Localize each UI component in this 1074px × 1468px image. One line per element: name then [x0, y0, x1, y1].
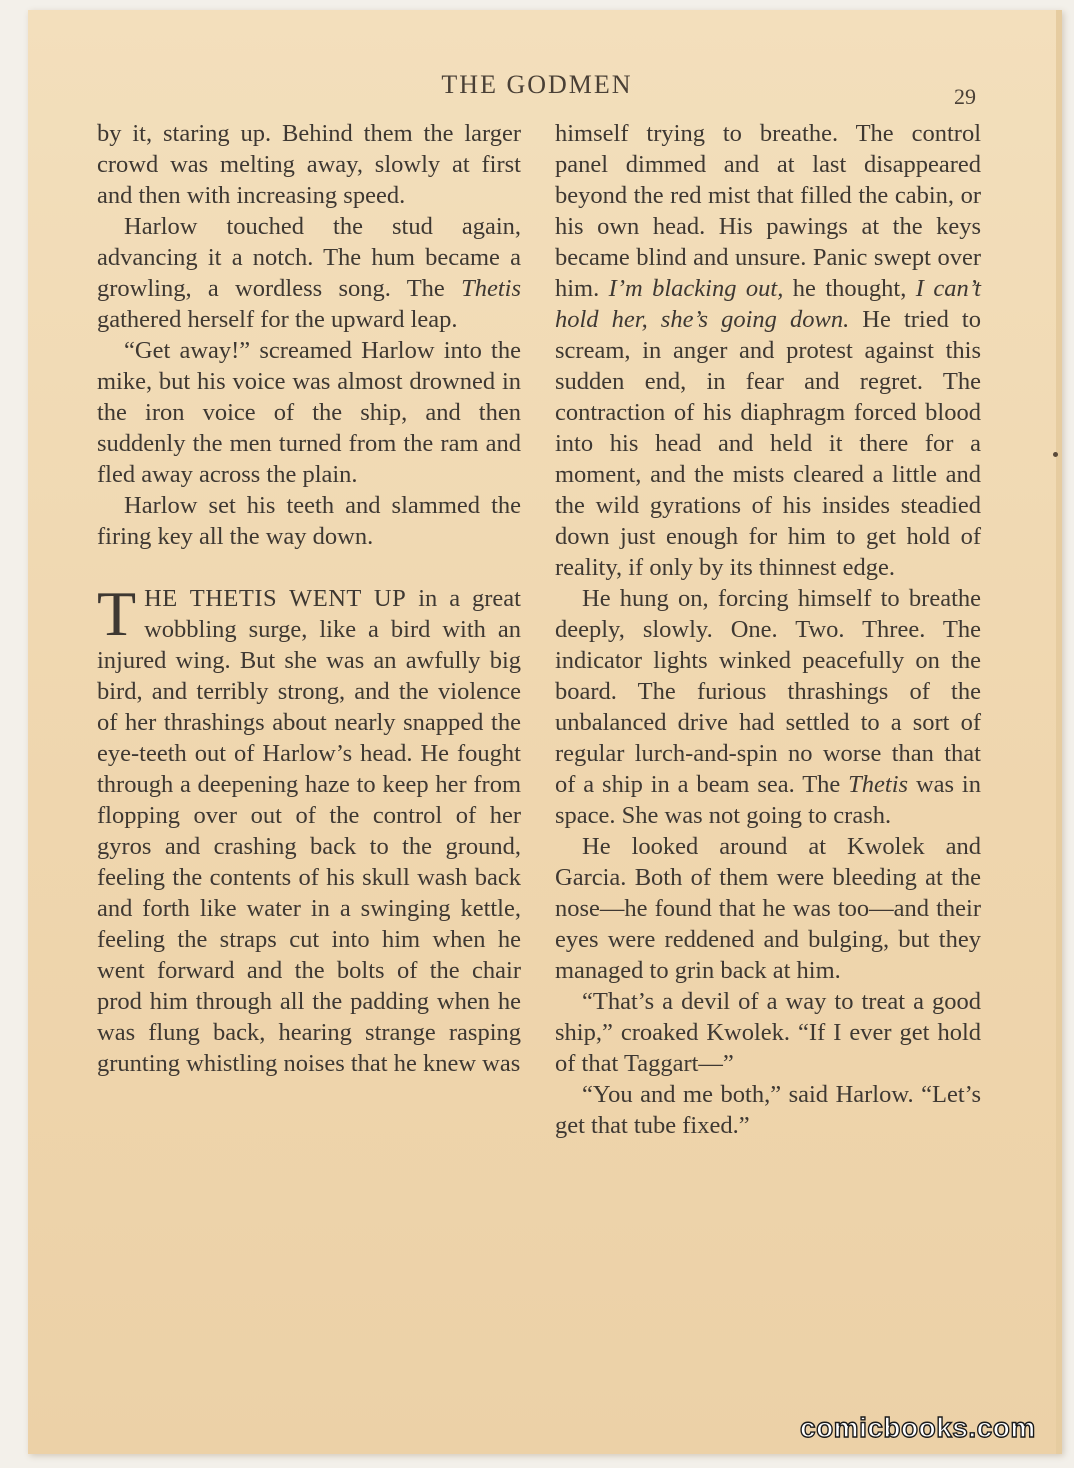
paragraph: “You and me both,” said Harlow. “Let’s get that tube fixed.”	[555, 1081, 981, 1139]
paragraph	[97, 211, 521, 335]
text-run: Harlow touched the stud again, advancing it a notch. The hum became a growling, a wordless song. The	[97, 213, 521, 302]
text-run: He hung on, forcing himself to breathe deeply, slowly. One. Two. Three. The indicator lights winked peacefully on the board. The furious thrashings of the unbalanced drive had settled to a sort of regular lurch-and-spin no worse than that of a ship in a beam sea. The	[555, 585, 981, 798]
site-watermark: comicbooks.com	[800, 1412, 1036, 1443]
text-run: was in space. She was not going to crash.	[555, 771, 981, 829]
paragraph: “Get away!” screamed Harlow into the mike, but his voice was almost drowned in the iron voice of the ship, and then suddenly the men turned from the ram and fled away across the plain.	[97, 337, 521, 488]
text-run: gathered herself for the upward leap.	[97, 306, 458, 333]
italic-thought: I can’t hold her, she’s going down.	[555, 275, 981, 333]
text-run: He tried to scream, in anger and protest against this sudden end, in fear and regret. The contraction of his diaphragm forced blood into his head and held it there for a moment, and the mists cleared a little and the wild gyrations of his insides steadied down just enough for him to get hold of reality, if only by its thinnest edge.	[555, 306, 981, 581]
paper-speck	[1053, 452, 1058, 457]
paragraph: He looked around at Kwolek and Garcia. Both of them were bleeding at the nose—he found that he was too—and their eyes were reddened and bulging, but they managed to grin back at him.	[555, 833, 981, 984]
drop-cap: T	[97, 578, 137, 649]
ship-name: Thetis	[848, 771, 909, 798]
ship-name: Thetis	[461, 275, 521, 302]
section-lead-in: HE THETIS WENT UP	[144, 585, 407, 612]
paragraph: “That’s a devil of a way to treat a good ship,” croaked Kwolek. “If I ever get hold of that Taggart—”	[555, 988, 981, 1077]
italic-thought: I’m blacking out,	[608, 275, 784, 302]
text-run: in a great wobbling surge, like a bird with an injured wing. But she was an awfully big bird, and terribly strong, and the violence of her thrashings about nearly snapped the eye-teeth out of Harlow’s head. He fought through a deepening haze to keep her from flopping over out of the control of her gyros and crashing back to the ground, feeling the contents of his skull wash back and forth like water in a swinging kettle, feeling the straps cut into him when he went forward and the bolts of the chair prod him through all the padding when he was flung back, hearing strange rasping grunting whistling noises that he knew was	[97, 585, 521, 1077]
right-column	[555, 118, 981, 1141]
page-number: 29	[954, 84, 976, 109]
left-column	[97, 118, 521, 1079]
text-run: he thought,	[783, 275, 916, 302]
text-run: himself trying to breathe. The control panel dimmed and at last disappeared beyond the red mist that filled the cabin, or his own head. His pawings at the keys became blind and unsure. Panic swept over him.	[555, 120, 981, 302]
section-paragraph	[97, 578, 521, 1079]
paragraph	[555, 118, 981, 583]
paragraph	[555, 583, 981, 831]
paragraph: Harlow set his teeth and slammed the firing key all the way down.	[97, 492, 521, 550]
paragraph: by it, staring up. Behind them the larger crowd was melting away, slowly at first and then with increasing speed.	[97, 120, 521, 209]
running-head: THE GODMEN	[441, 70, 633, 99]
